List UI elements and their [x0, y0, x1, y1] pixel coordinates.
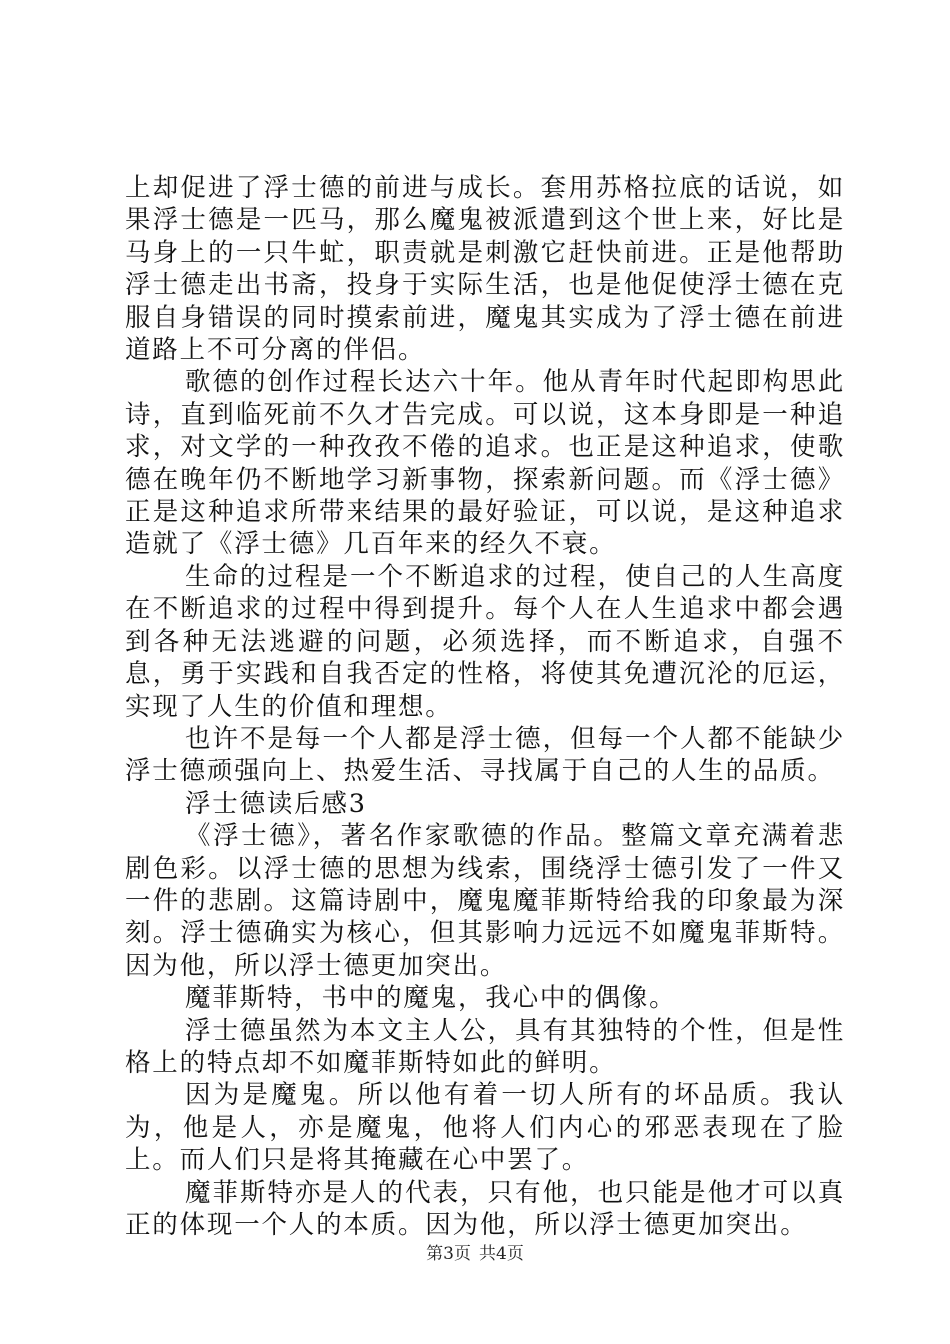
paragraph: 浮士德虽然为本文主人公，具有其独特的个性，但是性格上的特点却不如魔菲斯特如此的鲜明。: [125, 1015, 845, 1078]
paragraph: 魔菲斯特，书中的魔鬼，我心中的偶像。: [185, 983, 677, 1014]
document-body: [125, 172, 845, 1241]
page-footer: [0, 1243, 950, 1265]
section-heading: 浮士德读后感3: [185, 788, 367, 819]
paragraph: 因为是魔鬼。所以他有着一切人所有的坏品质。我认为，他是人，亦是魔鬼，他将人们内心的邪恶表现在了脸上。而人们只是将其掩藏在心中罢了。: [125, 1080, 845, 1176]
paragraph: 歌德的创作过程长达六十年。他从青年时代起即构思此诗，直到临死前不久才告完成。可以说，这本身即是一种追求，对文学的一种孜孜不倦的追求。也正是这种追求，使歌德在晚年仍不断地学习新事物，探索新问题。而《浮士德》正是这种追求所带来结果的最好验证，可以说，是这种追求造就了《浮士德》几百年来的经久不衰。: [125, 367, 845, 560]
paragraph: 也许不是每一个人都是浮士德，但每一个人都不能缺少浮士德顽强向上、热爱生活、寻找属于自己的人生的品质。: [125, 723, 845, 787]
paragraph: 生命的过程是一个不断追求的过程，使自己的人生高度在不断追求的过程中得到提升。每个人在人生追求中都会遇到各种无法逃避的问题，必须选择，而不断追求，自强不息，勇于实践和自我否定的性格，将使其免遭沉沦的厄运，实现了人生的价值和理想。: [125, 561, 845, 722]
page-total: 共4页: [479, 1244, 524, 1264]
paragraph: 魔菲斯特亦是人的代表，只有他，也只能是他才可以真正的体现一个人的本质。因为他，所以浮士德更加突出。: [125, 1177, 845, 1240]
paragraph: 《浮士德》，著名作家歌德的作品。整篇文章充满着悲剧色彩。以浮士德的思想为线索，围绕浮士德引发了一件又一件的悲剧。这篇诗剧中，魔鬼魔菲斯特给我的印象最为深刻。浮士德确实为核心，但其影响力远远不如魔鬼菲斯特。因为他，所以浮士德更加突出。: [125, 821, 845, 981]
page-number: 第3页: [426, 1244, 471, 1264]
paragraph: 上却促进了浮士德的前进与成长。套用苏格拉底的话说，如果浮士德是一匹马，那么魔鬼被派遣到这个世上来，好比是马身上的一只牛虻，职责就是刺激它赶快前进。正是他帮助浮士德走出书斋，投身于实际生活，也是他促使浮士德在克服自身错误的同时摸索前进，魔鬼其实成为了浮士德在前进道路上不可分离的伴侣。: [125, 173, 845, 366]
